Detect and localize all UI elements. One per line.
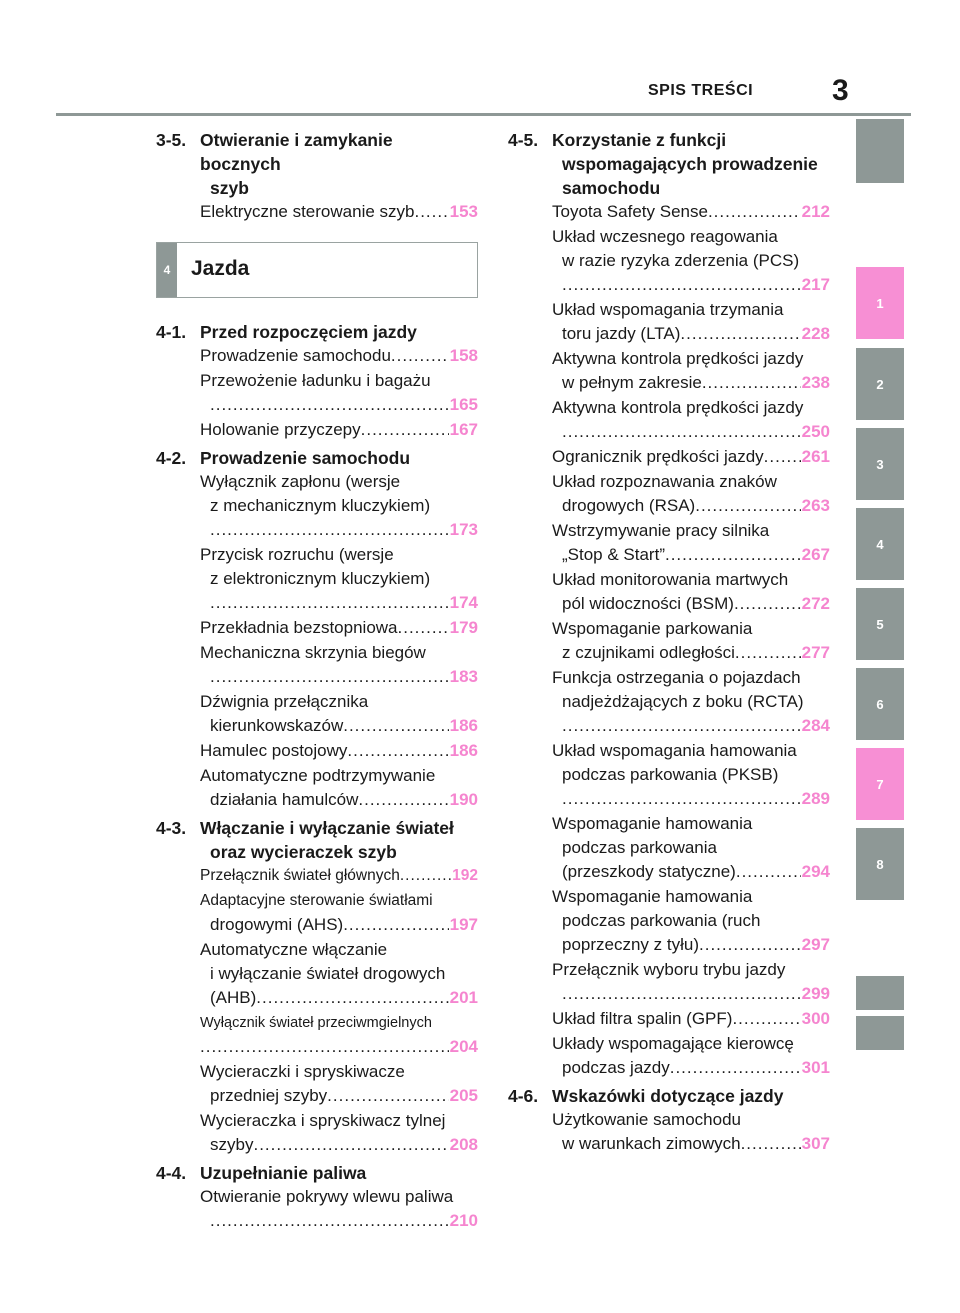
entry-page[interactable]: 228	[801, 324, 830, 343]
section-title: Uzupełnianie paliwa	[200, 1163, 367, 1183]
chapter-box	[156, 242, 478, 298]
toc-entry[interactable]: Otwieranie pokrywy wlewu paliwa ..... 210	[156, 1185, 478, 1233]
toc-entry[interactable]: Wycieraczki i spryskiwacze przedniej szyby ..... 205	[156, 1060, 478, 1108]
entry-page[interactable]: 197	[449, 915, 478, 934]
entry-page[interactable]: 210	[449, 1211, 478, 1230]
entry-title: Holowanie przyczepy	[200, 420, 361, 439]
toc-entry[interactable]	[156, 418, 478, 442]
entry-page[interactable]: 261	[801, 447, 830, 466]
toc-entry[interactable]: Układ monitorowania martwych pól widoczności (BSM) ..... 272	[508, 568, 830, 616]
toc-entry[interactable]: Układy wspomagające kierowcę podczas jazdy ..... 301	[508, 1032, 830, 1080]
section-number: 4-5.	[508, 130, 539, 150]
toc-entry[interactable]: Układ wspomagania hamowania podczas parkowania (PKSB) ..... 289	[508, 739, 830, 811]
toc-entry[interactable]: Aktywna kontrola prędkości jazdy w pełnym zakresie ..... 238	[508, 347, 830, 395]
section-heading	[156, 128, 478, 200]
toc-entry[interactable]	[156, 200, 478, 224]
entry-page[interactable]: 301	[801, 1058, 830, 1077]
entry-title: Przewożenie ładunku i bagażu	[200, 371, 431, 390]
section-number: 4-6.	[508, 1086, 539, 1106]
section-number: 4-1.	[156, 322, 187, 342]
toc-entry[interactable]: Dźwignia przełącznika kierunkowskazów ..... 186	[156, 690, 478, 738]
toc-entry[interactable]: Adaptacyjne sterowanie światłami drogowymi (AHS) ..... 197	[156, 889, 478, 937]
entry-page[interactable]: 294	[801, 862, 830, 881]
chapter-number-tab: 4	[157, 243, 177, 297]
thumb-tab-7[interactable]: 7	[856, 748, 904, 820]
section-heading	[156, 320, 478, 344]
section-number: 4-3.	[156, 818, 187, 838]
entry-title: Prowadzenie samochodu	[200, 346, 391, 365]
thumb-tab-8[interactable]: 8	[856, 828, 904, 900]
thumb-tab[interactable]	[856, 976, 904, 1010]
toc-entry[interactable]: Wyłącznik zapłonu (wersje z mechanicznym kluczykiem) ..... 173	[156, 470, 478, 542]
thumb-tab-3[interactable]: 3	[856, 428, 904, 500]
toc-entry[interactable]: Wyłącznik świateł przeciwmgielnych ..... 204	[156, 1011, 478, 1059]
thumb-tab[interactable]	[856, 1016, 904, 1050]
toc-entry[interactable]: Wspomaganie hamowania podczas parkowania (przeszkody statyczne) ..... 294	[508, 812, 830, 884]
toc-entry[interactable]: Wspomaganie hamowania podczas parkowania (ruch poprzeczny z tyłu) ..... 297	[508, 885, 830, 957]
entry-page[interactable]: 217	[801, 275, 830, 294]
section-title: Otwieranie i zamykanie bocznych	[200, 130, 393, 174]
toc-entry[interactable]: Przekładnia bezstopniowa ..... 179	[156, 616, 478, 640]
toc-entry[interactable]: Wstrzymywanie pracy silnika „Stop & Start” ..... 267	[508, 519, 830, 567]
section-title: Przed rozpoczęciem jazdy	[200, 322, 417, 342]
toc-right-column	[508, 124, 830, 1157]
entry-page[interactable]: 284	[801, 716, 830, 735]
section-number: 3-5.	[156, 130, 187, 150]
entry-page[interactable]: 167	[449, 420, 478, 439]
entry-page[interactable]: 179	[449, 618, 478, 637]
entry-page[interactable]: 190	[449, 790, 478, 809]
entry-page[interactable]: 183	[449, 667, 478, 686]
entry-page[interactable]: 208	[449, 1135, 478, 1154]
thumb-tab-4[interactable]: 4	[856, 508, 904, 580]
section-number: 4-4.	[156, 1163, 187, 1183]
entry-page[interactable]: 186	[449, 741, 478, 760]
section-title-cont: wspomagających prowadzenie	[562, 154, 818, 174]
entry-page[interactable]: 186	[449, 716, 478, 735]
toc-entry[interactable]	[156, 344, 478, 368]
running-header-title: SPIS TREŚCI	[648, 82, 754, 99]
section-title: Wskazówki dotyczące jazdy	[552, 1086, 784, 1106]
entry-page[interactable]: 201	[449, 988, 478, 1007]
thumb-tab-1[interactable]: 1	[856, 267, 904, 339]
chapter-title: Jazda	[191, 257, 250, 280]
toc-entry[interactable]: Układ rozpoznawania znaków drogowych (RSA) ..... 263	[508, 470, 830, 518]
entry-page[interactable]: 165	[449, 395, 478, 414]
entry-page[interactable]: 173	[449, 520, 478, 539]
entry-page[interactable]: 263	[801, 496, 830, 515]
entry-page[interactable]: 299	[801, 984, 830, 1003]
thumb-tab[interactable]	[856, 119, 904, 183]
entry-page[interactable]: 307	[801, 1134, 830, 1153]
header-divider	[56, 113, 911, 116]
toc-entry[interactable]: Hamulec postojowy ..... 186	[156, 739, 478, 763]
toc-entry[interactable]: Funkcja ostrzegania o pojazdach nadjeżdżających z boku (RCTA) ..... 284	[508, 666, 830, 738]
toc-entry[interactable]: Przycisk rozruchu (wersje z elektronicznym kluczykiem) ..... 174	[156, 543, 478, 615]
toc-entry[interactable]: Układ wspomagania trzymania toru jazdy (LTA) ..... 228	[508, 298, 830, 346]
entry-page[interactable]: 205	[449, 1086, 478, 1105]
entry-page[interactable]: 192	[452, 867, 478, 884]
entry-page[interactable]: 238	[801, 373, 830, 392]
section-heading	[156, 816, 478, 864]
section-heading	[508, 128, 830, 200]
thumb-tab-2[interactable]: 2	[856, 348, 904, 420]
entry-page[interactable]: 277	[801, 643, 830, 662]
entry-page[interactable]: 289	[801, 789, 830, 808]
thumb-tab-6[interactable]: 6	[856, 668, 904, 740]
section-title: Włączanie i wyłączanie świateł	[200, 818, 454, 838]
section-heading	[156, 446, 478, 470]
toc-entry[interactable]: Użytkowanie samochodu w warunkach zimowych ..... 307	[508, 1108, 830, 1156]
entry-page[interactable]: 267	[801, 545, 830, 564]
toc-left-column	[156, 124, 478, 1234]
entry-page[interactable]: 250	[801, 422, 830, 441]
entry-page[interactable]: 272	[801, 594, 830, 613]
section-number: 4-2.	[156, 448, 187, 468]
entry-page[interactable]: 204	[449, 1037, 478, 1056]
toc-entry[interactable]: Wspomaganie parkowania z czujnikami odległości ..... 277	[508, 617, 830, 665]
thumb-tab-5[interactable]: 5	[856, 588, 904, 660]
entry-page[interactable]: 174	[449, 593, 478, 612]
section-title: Prowadzenie samochodu	[200, 448, 411, 468]
entry-page[interactable]: 158	[449, 346, 478, 365]
toc-entry[interactable]: Układ filtra spalin (GPF) ..... 300	[508, 1007, 830, 1031]
toc-entry[interactable]: Mechaniczna skrzynia biegów ..... 183	[156, 641, 478, 689]
section-title-cont: oraz wycieraczek szyb	[210, 842, 397, 862]
toc-entry[interactable]: Wycieraczka i spryskiwacz tylnej szyby ..... 208	[156, 1109, 478, 1157]
toc-entry[interactable]: Układ wczesnego reagowania w razie ryzyka zderzenia (PCS) ..... 217	[508, 225, 830, 297]
section-title-cont: samochodu	[562, 178, 661, 198]
toc-entry[interactable]: Aktywna kontrola prędkości jazdy ..... 250	[508, 396, 830, 444]
section-title: Korzystanie z funkcji	[552, 130, 727, 150]
entry-title: Elektryczne sterowanie szyb	[200, 202, 415, 221]
section-heading	[156, 1161, 478, 1185]
toc-entry[interactable]: Toyota Safety Sense ..... 212	[508, 200, 830, 224]
entry-page[interactable]: 297	[801, 935, 830, 954]
toc-entry[interactable]: Automatyczne włączanie i wyłączanie świateł drogowych (AHB) ..... 201	[156, 938, 478, 1010]
toc-entry[interactable]: Przełącznik wyboru trybu jazdy ..... 299	[508, 958, 830, 1006]
section-heading	[508, 1084, 830, 1108]
page-number: 3	[832, 74, 849, 107]
entry-page[interactable]: 300	[801, 1009, 830, 1028]
section-title-cont: szyb	[210, 178, 249, 198]
toc-entry[interactable]	[156, 369, 478, 417]
toc-entry[interactable]: Automatyczne podtrzymywanie działania hamulców ..... 190	[156, 764, 478, 812]
toc-entry[interactable]: Ogranicznik prędkości jazdy ..... 261	[508, 445, 830, 469]
entry-page[interactable]: 153	[449, 202, 478, 221]
entry-page[interactable]: 212	[801, 202, 830, 221]
toc-entry[interactable]: Przełącznik świateł głównych ..... 192	[156, 864, 478, 888]
